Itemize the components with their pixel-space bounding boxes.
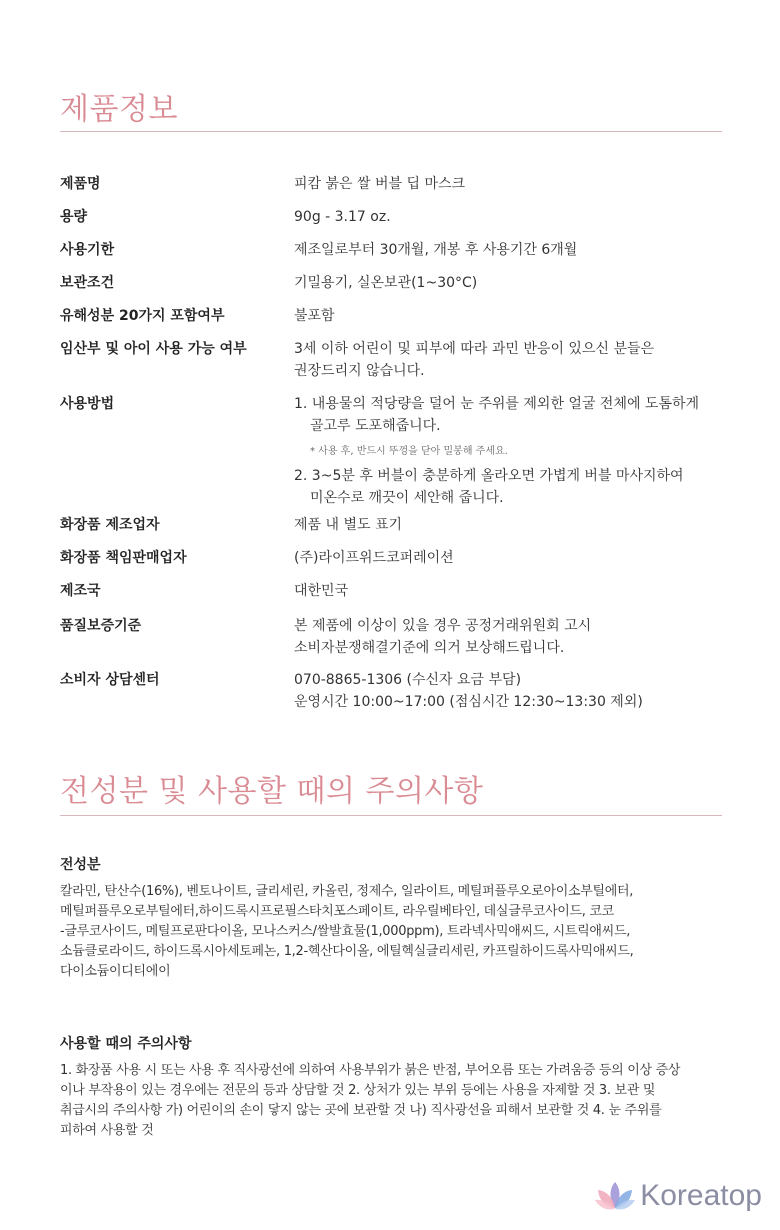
info-label: 품질보증기준: [60, 618, 142, 634]
info-value-line: 소비자분쟁해결기준에 의거 보상해드립니다.: [294, 640, 565, 656]
info-label: 사용방법: [60, 396, 115, 412]
info-label: 유해성분 20가지 포함여부: [60, 308, 225, 324]
info-value: [294, 615, 722, 659]
info-value: [294, 239, 722, 261]
info-value: [294, 272, 722, 294]
info-value-line: 미온수로 깨끗이 세안해 줍니다.: [310, 490, 504, 506]
info-label: 소비자 상담센터: [60, 672, 160, 688]
info-value-line: 대한민국: [294, 583, 349, 599]
info-value-line: 1. 내용물의 적당량을 덜어 눈 주위를 제외한 얼굴 전체에 도톰하게: [294, 396, 700, 412]
info-value-line: 피캄 붉은 쌀 버블 딥 마스크: [294, 176, 466, 192]
info-value-line: 본 제품에 이상이 있을 경우 공정거래위원회 고시: [294, 618, 592, 634]
paragraph-line: 취급시의 주의사항 가) 어린이의 손이 닿지 않는 곳에 보관할 것 나) 직사광선을 피해서 보관할 것 4. 눈 주위를: [60, 1103, 662, 1118]
info-value: [294, 206, 722, 228]
info-value-line: 운영시간 10:00~17:00 (점심시간 12:30~13:30 제외): [294, 694, 643, 710]
info-value: [294, 547, 722, 569]
info-label: 화장품 제조업자: [60, 517, 160, 533]
info-label: 용량: [60, 209, 88, 225]
info-label: 제조국: [60, 583, 101, 599]
info-value-line: 기밀용기, 실온보관(1~30°C): [294, 275, 478, 291]
info-value-line: 불포함: [294, 308, 335, 324]
paragraph-line: 다이소듐이디티에이: [60, 964, 171, 979]
koreatop-logo[interactable]: [594, 1176, 762, 1216]
info-value-line: 2. 3~5분 후 버블이 충분하게 올라오면 가볍게 버블 마사지하여: [294, 468, 684, 484]
paragraph-line: 1. 화장품 사용 시 또는 사용 후 직사광선에 의하여 사용부위가 붉은 반점, 부어오름 또는 가려움증 등의 이상 증상: [60, 1063, 681, 1078]
ingredients-heading: 전성분: [60, 857, 101, 873]
section-title-ingredients: 전성분 및 사용할 때의 주의사항: [60, 774, 484, 809]
info-value-line: 골고루 도포해줍니다.: [310, 418, 441, 434]
paragraph-line: -글루코사이드, 메틸프로판다이올, 모나스커스/쌀발효물(1,000ppm), 트라넥사믹애씨드, 시트릭애씨드,: [60, 924, 631, 939]
info-value-line: 권장드리지 않습니다.: [294, 363, 425, 379]
info-value: [294, 580, 722, 602]
info-value: [294, 393, 722, 509]
paragraph-line: 칼라민, 탄산수(16%), 벤토나이트, 글리세린, 카올린, 정제수, 일라이트, 메틸퍼플루오로아이소부틸에터,: [60, 884, 634, 899]
info-label: 화장품 책임판매업자: [60, 550, 187, 566]
ingredients-text: [60, 882, 725, 982]
caution-heading: 사용할 때의 주의사항: [60, 1036, 192, 1052]
info-value-line: 제조일로부터 30개월, 개봉 후 사용기간 6개월: [294, 242, 578, 258]
info-label: 임산부 및 아이 사용 가능 여부: [60, 341, 247, 357]
info-value: [294, 173, 722, 195]
paragraph-line: 메틸퍼플루오로부틸에터,하이드록시프로필스타치포스페이트, 라우릴베타인, 데실글루코사이드, 코코: [60, 904, 614, 919]
divider: [60, 131, 722, 132]
info-value: [294, 669, 722, 713]
info-value-line: 3세 이하 어린이 및 피부에 따라 과민 반응이 있으신 분들은: [294, 341, 655, 357]
info-value-line: (주)라이프위드코퍼레이션: [294, 550, 454, 566]
info-label: 사용기한: [60, 242, 115, 258]
paragraph-line: 피하여 사용할 것: [60, 1123, 154, 1138]
info-value-line: 제품 내 별도 표기: [294, 517, 403, 533]
info-value-line: 90g - 3.17 oz.: [294, 209, 391, 225]
info-value: [294, 514, 722, 536]
caution-text: [60, 1061, 725, 1141]
section-title-product-info: 제품정보: [60, 92, 178, 127]
info-label: 보관조건: [60, 275, 115, 291]
info-value-line: 070-8865-1306 (수신자 요금 부담): [294, 672, 522, 688]
info-value-line: * 사용 후, 반드시 뚜껑을 닫아 밀봉해 주세요.: [310, 446, 508, 457]
info-value: [294, 305, 722, 327]
info-label: 제품명: [60, 176, 101, 192]
lotus-icon: [594, 1180, 636, 1212]
paragraph-line: 소듐클로라이드, 하이드록시아세토페논, 1,2-헥산다이올, 에틸헥실글리세린, 카프릴하이드록사믹애씨드,: [60, 944, 634, 959]
logo-text: Koreatop: [640, 1179, 762, 1212]
info-value: [294, 338, 722, 382]
divider: [60, 815, 722, 816]
paragraph-line: 이나 부작용이 있는 경우에는 전문의 등과 상담할 것 2. 상처가 있는 부위 등에는 사용을 자제할 것 3. 보관 및: [60, 1083, 656, 1098]
